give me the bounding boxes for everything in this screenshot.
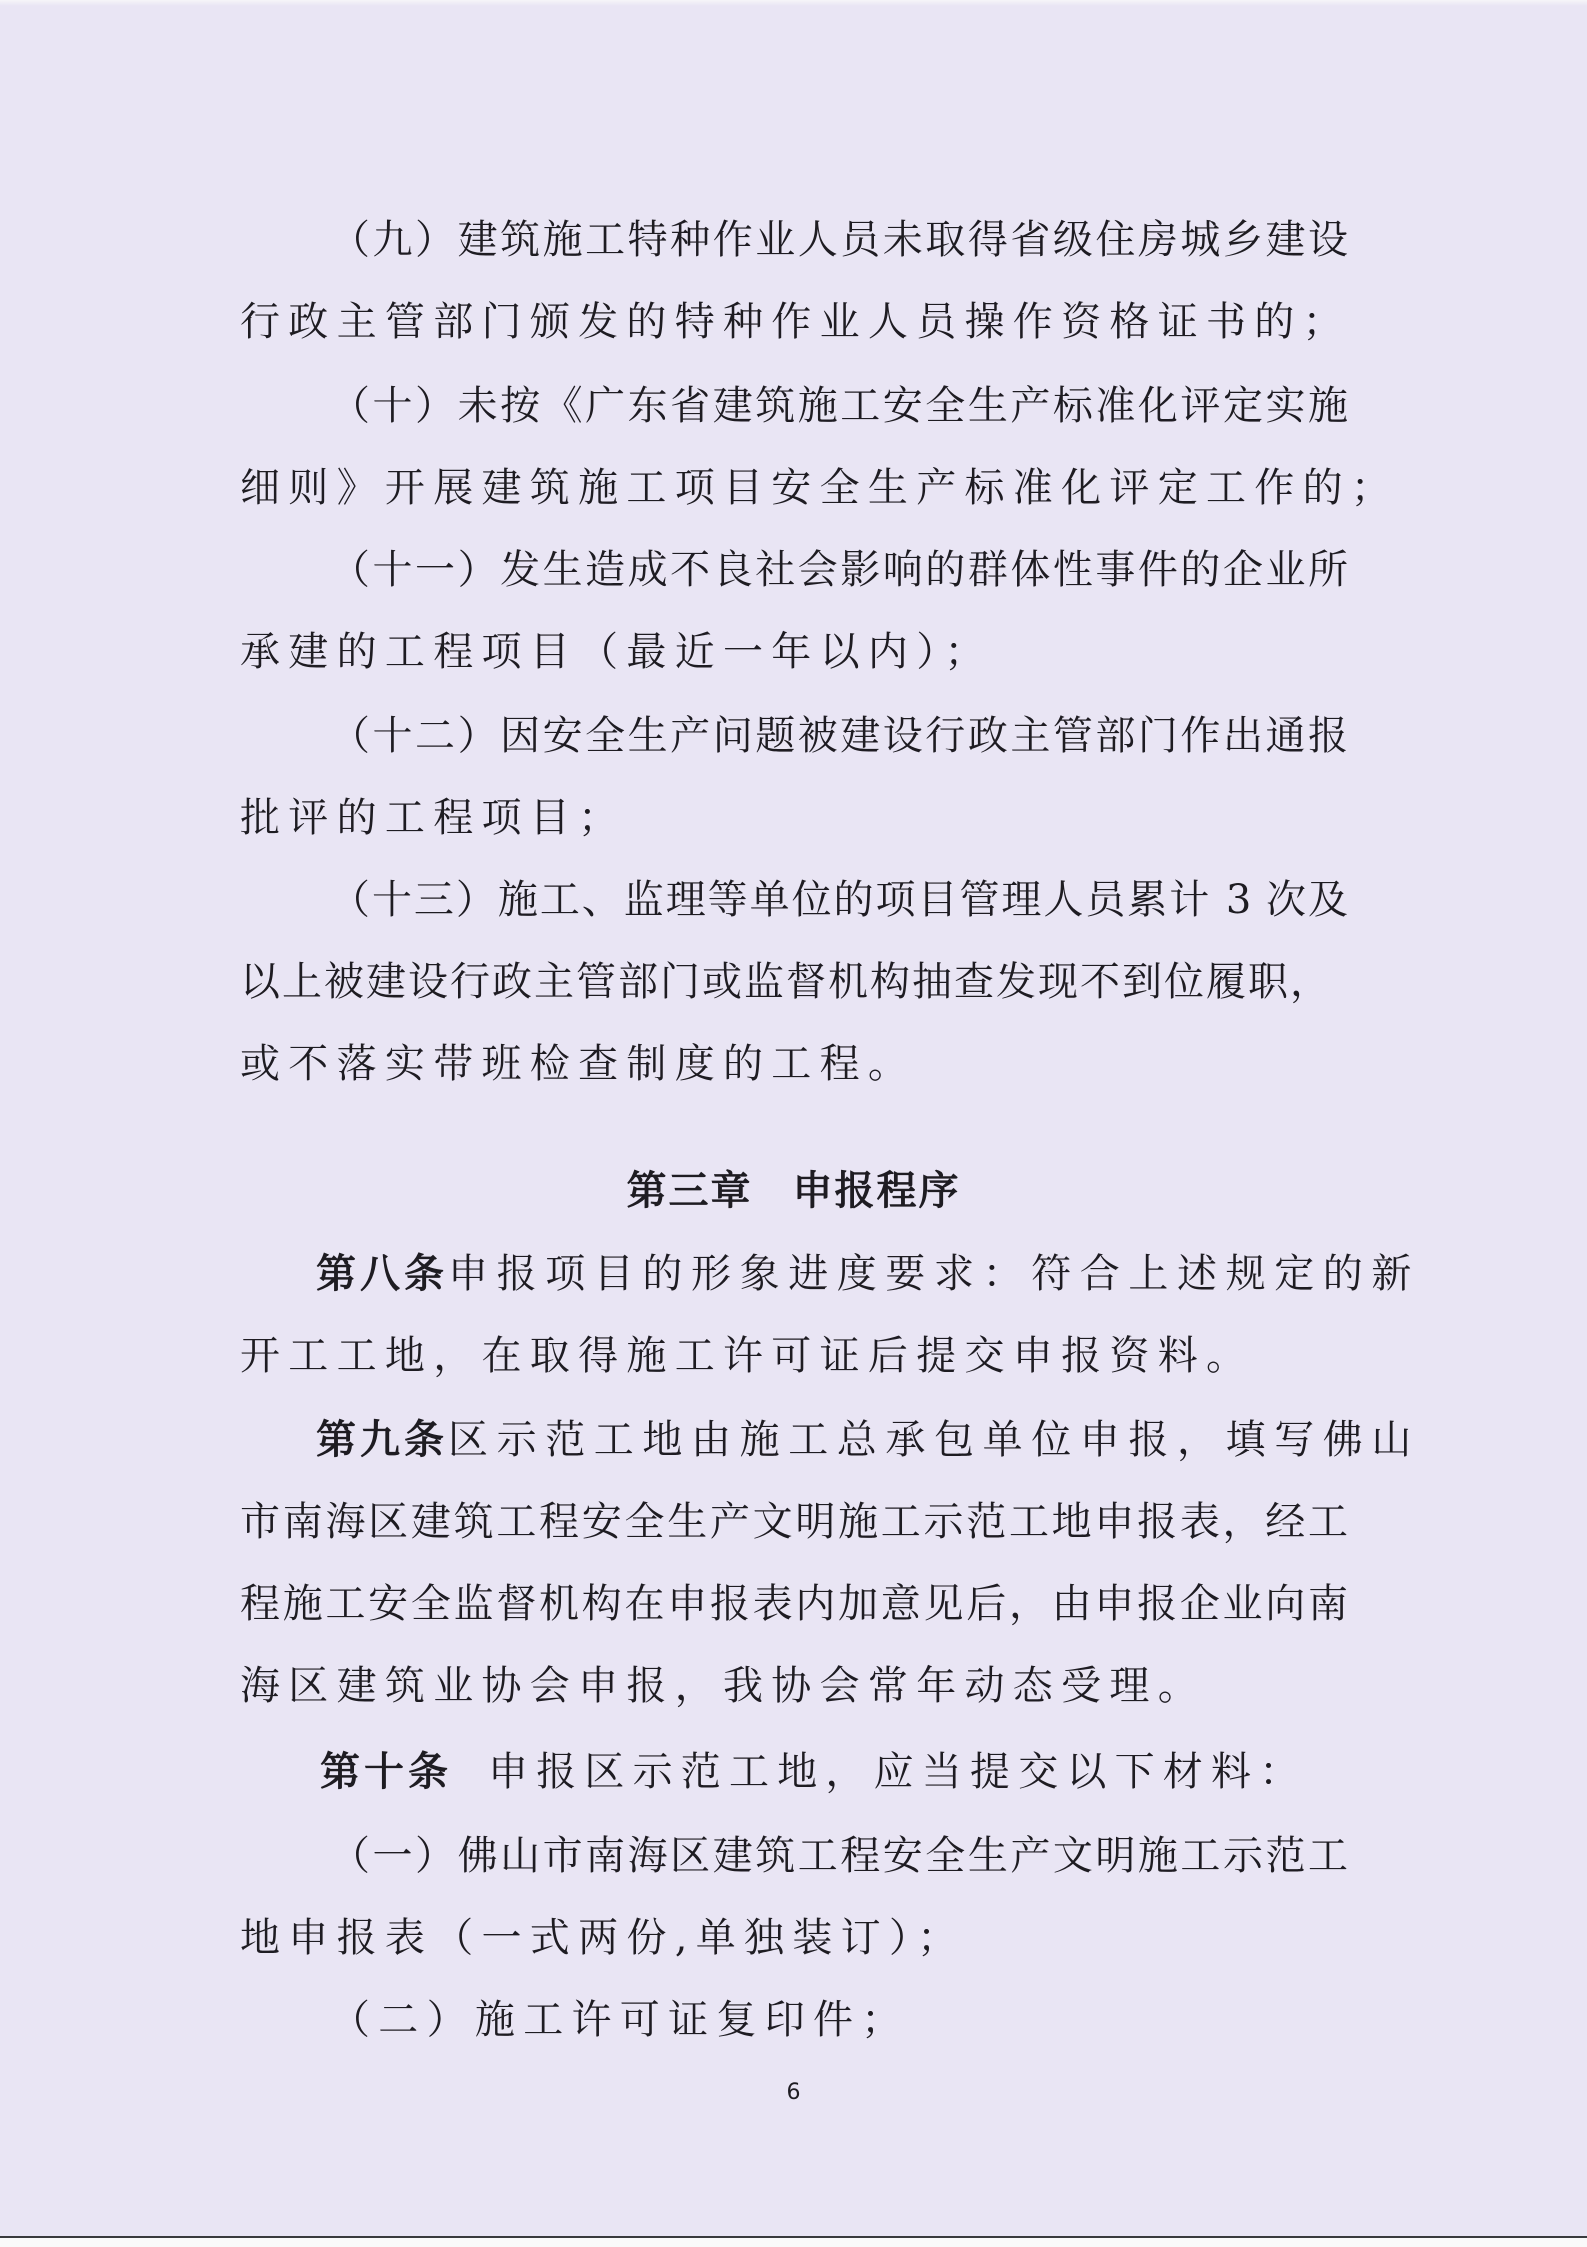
item-13-line-3: 或不落实带班检查制度的工程。 [240, 1041, 917, 1087]
article-8-text: 申报项目的形象进度要求：符合上述规定的新 [448, 1251, 1420, 1297]
item-11-line-1: （十一）发生造成不良社会影响的群体性事件的企业所 [330, 547, 1348, 593]
sub-item-1-line-2: 地申报表（一式两份,单独装订）； [240, 1915, 966, 1961]
item-10-line-1: （十）未按《广东省建筑施工安全生产标准化评定实施 [330, 383, 1348, 429]
chapter-title [0, 1166, 1587, 1216]
sub-item-1-line-1: （一）佛山市南海区建筑工程安全生产文明施工示范工 [330, 1833, 1348, 1879]
item-13-line-2: 以上被建设行政主管部门或监督机构抽查发现不到位履职， [240, 959, 1330, 1005]
sub-item-2-line-1: （二）施工许可证复印件； [330, 1997, 910, 2043]
article-10-label: 第十条 [320, 1749, 452, 1795]
article-9-line-4: 海区建筑业协会申报，我协会常年动态受理。 [240, 1663, 1206, 1709]
item-9-line-2: 行政主管部门颁发的特种作业人员操作资格证书的； [240, 299, 1351, 345]
article-10-line-1 [320, 1748, 1307, 1796]
item-9-line-1: （九）建筑施工特种作业人员未取得省级住房城乡建设 [330, 217, 1348, 263]
article-8-label: 第八条 [316, 1251, 448, 1297]
article-9-line-3: 程施工安全监督机构在申报表内加意见后，由申报企业向南 [240, 1581, 1348, 1627]
item-12-line-1: （十二）因安全生产问题被建设行政主管部门作出通报 [330, 713, 1348, 759]
article-9-label: 第九条 [316, 1417, 448, 1463]
item-13-line-1: （十三）施工、监理等单位的项目管理人员累计 3 次及 [330, 877, 1348, 923]
scan-bottom-edge [0, 2236, 1587, 2247]
article-8-line-2: 开工工地，在取得施工许可证后提交申报资料。 [240, 1333, 1255, 1379]
article-9-line-2: 市南海区建筑工程安全生产文明施工示范工地申报表，经工 [240, 1499, 1348, 1545]
chapter-number: 第三章 [626, 1168, 753, 1214]
article-10-text: 申报区示范工地，应当提交以下材料： [488, 1749, 1308, 1795]
article-8-line-1 [316, 1250, 1420, 1298]
item-10-line-2: 细则》开展建筑施工项目安全生产标准化评定工作的； [240, 465, 1400, 511]
page-number: 6 [786, 2080, 801, 2105]
item-12-line-2: 批评的工程项目； [240, 795, 627, 841]
article-9-line-1 [316, 1416, 1420, 1464]
item-11-line-2: 承建的工程项目（最近一年以内）； [240, 629, 993, 675]
article-9-text: 区示范工地由施工总承包单位申报，填写佛山 [448, 1417, 1420, 1463]
chapter-name: 申报程序 [792, 1168, 961, 1214]
